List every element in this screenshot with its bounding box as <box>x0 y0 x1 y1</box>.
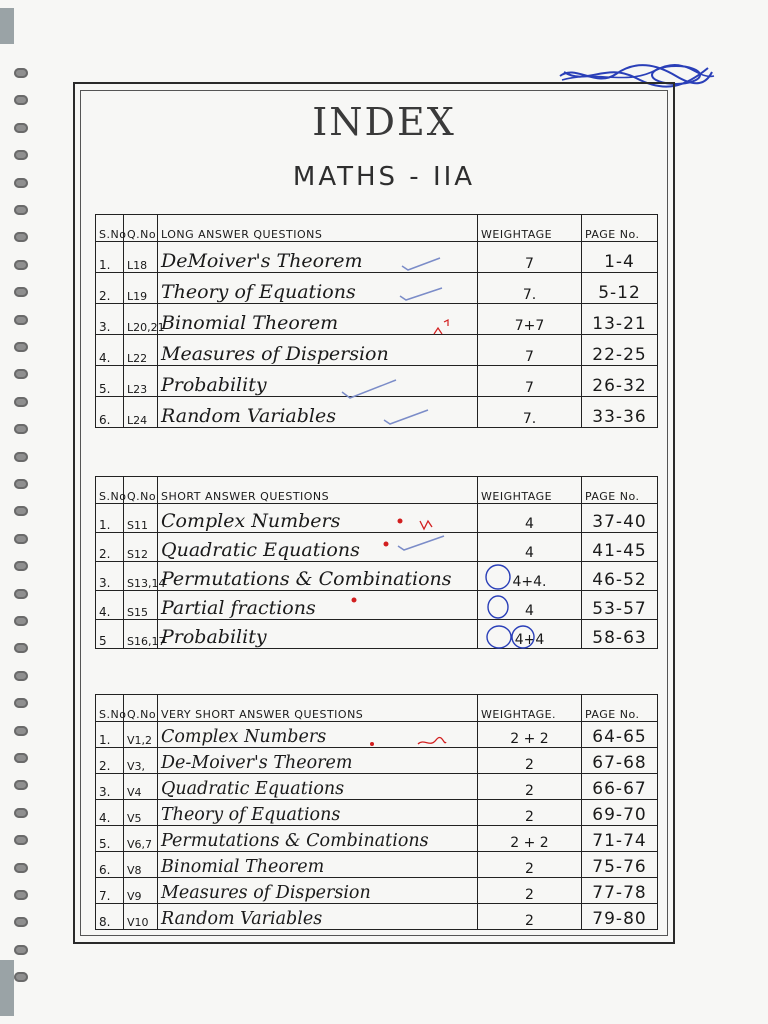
spiral-hole <box>14 506 28 516</box>
question-number: L20,21 <box>124 304 158 335</box>
weightage-value: 2 <box>478 800 582 826</box>
topic-name: Complex Numbers <box>158 722 478 748</box>
spiral-hole <box>14 452 28 462</box>
page-range: 41-45 <box>582 533 658 562</box>
topic-name: DeMoiver's Theorem <box>158 242 478 273</box>
serial-number: 1. <box>96 504 124 533</box>
topic-name: Theory of Equations <box>158 273 478 304</box>
question-number: V4 <box>124 774 158 800</box>
topic-name: Binomial Theorem <box>158 304 478 335</box>
page-range: 13-21 <box>582 304 658 335</box>
sno-header: S.No <box>96 695 124 722</box>
serial-number: 6. <box>96 397 124 428</box>
tick-mark-icon <box>382 408 430 426</box>
topic-name: Permutations & Combinations <box>158 562 478 591</box>
topic-name: Quadratic Equations <box>158 774 478 800</box>
question-number: V8 <box>124 852 158 878</box>
page-range: 22-25 <box>582 335 658 366</box>
red-mark-icon <box>368 736 448 750</box>
weightage-value: 4+4 <box>478 620 582 649</box>
page-range: 46-52 <box>582 562 658 591</box>
table-header-row <box>96 695 658 722</box>
section-title: SHORT ANSWER QUESTIONS <box>158 477 478 504</box>
weightage-value: 2 <box>478 774 582 800</box>
spiral-hole <box>14 342 28 352</box>
spiral-hole <box>14 863 28 873</box>
table-row <box>96 620 658 649</box>
table-row <box>96 335 658 366</box>
page-range: 53-57 <box>582 591 658 620</box>
serial-number: 4. <box>96 591 124 620</box>
spiral-hole <box>14 780 28 790</box>
question-number: V3, <box>124 748 158 774</box>
table-row <box>96 878 658 904</box>
topic-name: Random Variables <box>158 397 478 428</box>
spiral-hole <box>14 150 28 160</box>
question-number: L19 <box>124 273 158 304</box>
question-number: V10 <box>124 904 158 930</box>
spiral-hole <box>14 917 28 927</box>
page-number-header: PAGE No. <box>582 215 658 242</box>
weightage-value: 4 <box>478 504 582 533</box>
spiral-hole <box>14 397 28 407</box>
table-row <box>96 852 658 878</box>
spiral-hole <box>14 698 28 708</box>
page-range: 1-4 <box>582 242 658 273</box>
page-range: 33-36 <box>582 397 658 428</box>
section-title: LONG ANSWER QUESTIONS <box>158 215 478 242</box>
weightage-value: 4+4. <box>478 562 582 591</box>
weightage-value: 7+7 <box>478 304 582 335</box>
weightage-header: WEIGHTAGE <box>478 215 582 242</box>
table-row <box>96 242 658 273</box>
red-mark-icon <box>396 515 436 535</box>
question-number: L24 <box>124 397 158 428</box>
tick-mark-icon <box>398 286 444 302</box>
serial-number: 7. <box>96 878 124 904</box>
weightage-value: 7 <box>478 242 582 273</box>
topic-name: Probability <box>158 366 478 397</box>
weightage-value: 2 <box>478 852 582 878</box>
table-row <box>96 774 658 800</box>
question-number: V1,2 <box>124 722 158 748</box>
weightage-value: 4 <box>478 533 582 562</box>
serial-number: 4. <box>96 335 124 366</box>
sno-header: S.No <box>96 215 124 242</box>
very-short-answer-table <box>95 694 658 930</box>
topic-name: Theory of Equations <box>158 800 478 826</box>
page-range: 64-65 <box>582 722 658 748</box>
topic-name: De-Moiver's Theorem <box>158 748 478 774</box>
serial-number: 2. <box>96 748 124 774</box>
topic-name: Measures of Dispersion <box>158 878 478 904</box>
page-number-header: PAGE No. <box>582 695 658 722</box>
spiral-hole <box>14 232 28 242</box>
short-answer-table <box>95 476 658 649</box>
weightage-value: 7. <box>478 273 582 304</box>
spiral-hole <box>14 972 28 982</box>
spiral-hole <box>14 726 28 736</box>
spiral-hole <box>14 561 28 571</box>
page-subtitle: MATHS - IIA <box>292 162 476 192</box>
red-mark-icon <box>430 318 452 340</box>
page-range: 26-32 <box>582 366 658 397</box>
serial-number: 6. <box>96 852 124 878</box>
question-number: L23 <box>124 366 158 397</box>
spiral-hole <box>14 479 28 489</box>
question-number: L22 <box>124 335 158 366</box>
spiral-hole <box>14 534 28 544</box>
serial-number: 5 <box>96 620 124 649</box>
table-row <box>96 800 658 826</box>
weightage-value: 2 + 2 <box>478 826 582 852</box>
spiral-hole <box>14 260 28 270</box>
page-range: 71-74 <box>582 826 658 852</box>
topic-name: Partial fractions <box>158 591 478 620</box>
spiral-hole <box>14 753 28 763</box>
tick-mark-icon <box>396 534 446 552</box>
spiral-hole <box>14 616 28 626</box>
question-number: V9 <box>124 878 158 904</box>
page-title: INDEX <box>312 100 456 144</box>
spiral-hole <box>14 808 28 818</box>
weightage-value: 7 <box>478 335 582 366</box>
weightage-value: 4 <box>478 591 582 620</box>
serial-number: 3. <box>96 562 124 591</box>
question-number: L18 <box>124 242 158 273</box>
table-row <box>96 591 658 620</box>
qno-header: Q.No <box>124 215 158 242</box>
question-number: S11 <box>124 504 158 533</box>
spiral-hole <box>14 589 28 599</box>
page-range: 79-80 <box>582 904 658 930</box>
spiral-hole <box>14 369 28 379</box>
table-row <box>96 748 658 774</box>
spiral-hole <box>14 643 28 653</box>
serial-number: 5. <box>96 826 124 852</box>
table-row <box>96 562 658 591</box>
weightage-value: 2 <box>478 904 582 930</box>
table-row <box>96 397 658 428</box>
red-mark-icon <box>382 540 390 548</box>
serial-number: 4. <box>96 800 124 826</box>
table-row <box>96 273 658 304</box>
topic-name: Binomial Theorem <box>158 852 478 878</box>
question-number: V6,7 <box>124 826 158 852</box>
question-number: V5 <box>124 800 158 826</box>
question-number: S16,17 <box>124 620 158 649</box>
serial-number: 1. <box>96 242 124 273</box>
table-row <box>96 304 658 335</box>
serial-number: 3. <box>96 774 124 800</box>
serial-number: 5. <box>96 366 124 397</box>
table-row <box>96 504 658 533</box>
question-number: S15 <box>124 591 158 620</box>
tick-mark-icon <box>340 378 398 400</box>
question-number: S13,14 <box>124 562 158 591</box>
serial-number: 2. <box>96 533 124 562</box>
page-range: 58-63 <box>582 620 658 649</box>
topic-name: Random Variables <box>158 904 478 930</box>
circled-weightage-icon <box>483 561 543 651</box>
binding-edge-bottom <box>0 960 14 1016</box>
spiral-hole <box>14 835 28 845</box>
spiral-hole <box>14 671 28 681</box>
page-range: 37-40 <box>582 504 658 533</box>
weightage-value: 2 + 2 <box>478 722 582 748</box>
topic-name: Measures of Dispersion <box>158 335 478 366</box>
topic-name: Complex Numbers <box>158 504 478 533</box>
serial-number: 8. <box>96 904 124 930</box>
serial-number: 2. <box>96 273 124 304</box>
spiral-hole <box>14 315 28 325</box>
topic-name: Probability <box>158 620 478 649</box>
section-title: VERY SHORT ANSWER QUESTIONS <box>158 695 478 722</box>
weightage-value: 7 <box>478 366 582 397</box>
weightage-value: 2 <box>478 748 582 774</box>
weightage-value: 7. <box>478 397 582 428</box>
page-range: 69-70 <box>582 800 658 826</box>
spiral-hole <box>14 287 28 297</box>
red-mark-icon <box>350 596 358 606</box>
page-range: 67-68 <box>582 748 658 774</box>
table-row <box>96 904 658 930</box>
table-header-row <box>96 477 658 504</box>
qno-header: Q.No <box>124 477 158 504</box>
question-number: S12 <box>124 533 158 562</box>
page-range: 5-12 <box>582 273 658 304</box>
qno-header: Q.No <box>124 695 158 722</box>
page-range: 75-76 <box>582 852 658 878</box>
tick-mark-icon <box>400 256 442 272</box>
weightage-header: WEIGHTAGE <box>478 477 582 504</box>
table-row <box>96 826 658 852</box>
serial-number: 3. <box>96 304 124 335</box>
sno-header: S.No <box>96 477 124 504</box>
page-number-header: PAGE No. <box>582 477 658 504</box>
spiral-hole <box>14 945 28 955</box>
table-row <box>96 533 658 562</box>
topic-name: Permutations & Combinations <box>158 826 478 852</box>
spiral-hole <box>14 68 28 78</box>
serial-number: 1. <box>96 722 124 748</box>
weightage-value: 2 <box>478 878 582 904</box>
page-range: 66-67 <box>582 774 658 800</box>
spiral-hole <box>14 424 28 434</box>
table-header-row <box>96 215 658 242</box>
page-range: 77-78 <box>582 878 658 904</box>
spiral-hole <box>14 205 28 215</box>
topic-name: Quadratic Equations <box>158 533 478 562</box>
binding-edge-top <box>0 8 14 44</box>
spiral-hole <box>14 890 28 900</box>
weightage-header: WEIGHTAGE. <box>478 695 582 722</box>
